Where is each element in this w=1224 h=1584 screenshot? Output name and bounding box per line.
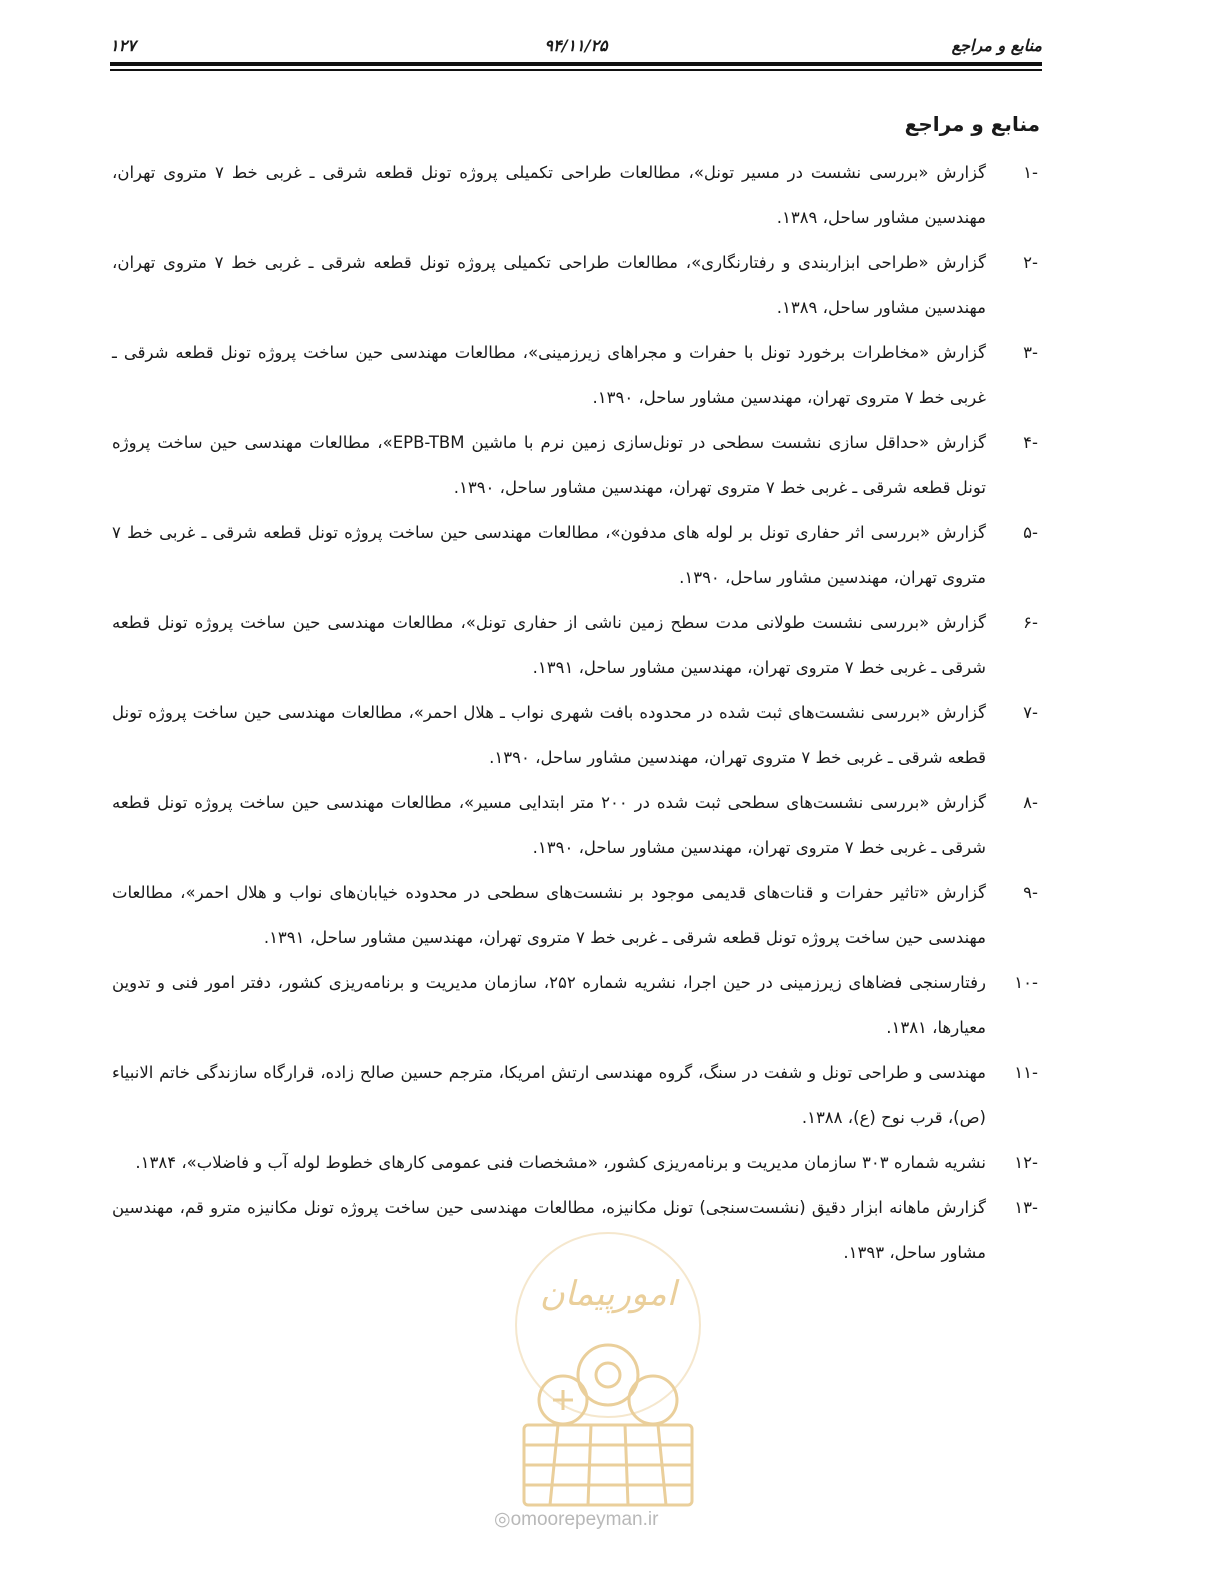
reference-item <box>110 1185 1042 1275</box>
reference-number: -۱ <box>1023 163 1038 182</box>
reference-text: گزارش «بررسی نشست‌های سطحی ثبت شده در ۲۰۰ متر ابتدایی مسیر»، مطالعات مهندسی حین ساخت پروژه تونل قطعه شرقی ـ غربی خط ۷ متروی تهران، مهندسین مشاور ساحل، ۱۳۹۰. <box>112 793 986 857</box>
reference-number: -۶ <box>1023 613 1038 632</box>
header-date: ۹۴/۱۱/۲۵ <box>544 36 608 55</box>
page-header <box>110 28 1042 62</box>
reference-text: مهندسی و طراحی تونل و شفت در سنگ، گروه مهندسی ارتش امریکا، مترجم حسین صالح زاده، قرارگاه سازندگی خاتم الانبیاء (ص)، قرب نوح (ع)، ۱۳۸۸. <box>112 1063 986 1127</box>
reference-item <box>110 780 1042 870</box>
reference-item <box>110 510 1042 600</box>
reference-text: گزارش «مخاطرات برخورد تونل با حفرات و مجراهای زیرزمینی»، مطالعات مهندسی حین ساخت پروژه تونل قطعه شرقی ـ غربی خط ۷ متروی تهران، مهندسین مشاور ساحل، ۱۳۹۰. <box>112 343 986 407</box>
reference-item <box>110 1140 1042 1185</box>
reference-number: -۵ <box>1023 523 1038 542</box>
reference-text: گزارش «بررسی نشست در مسیر تونل»، مطالعات طراحی تکمیلی پروژه تونل قطعه شرقی ـ غربی خط ۷ متروی تهران، مهندسین مشاور ساحل، ۱۳۸۹. <box>112 163 987 227</box>
header-section-name: منابع و مراجع <box>951 36 1042 55</box>
reference-list <box>110 150 1042 1275</box>
main-content <box>110 112 1042 1275</box>
reference-text: رفتارسنجی فضاهای زیرزمینی در حین اجرا، نشریه شماره ۲۵۲، سازمان مدیریت و برنامه‌ریزی کشور، دفتر امور فنی و تدوین معیارها، ۱۳۸۱. <box>112 973 987 1037</box>
reference-number: -۴ <box>1023 433 1038 452</box>
reference-text: گزارش «بررسی اثر حفاری تونل بر لوله های مدفون»، مطالعات مهندسی حین ساخت پروژه تونل قطعه شرقی ـ غربی خط ۷ متروی تهران، مهندسین مشاور ساحل، ۱۳۹۰. <box>112 523 986 587</box>
reference-number: -۳ <box>1023 343 1038 362</box>
reference-item <box>110 1050 1042 1140</box>
watermark-url-text: omoorepeyman.ir <box>510 1509 659 1530</box>
watermark-url: ◎omoorepeyman.ir <box>494 1509 659 1530</box>
reference-number: -۲ <box>1023 253 1038 272</box>
reference-item <box>110 960 1042 1050</box>
reference-number: -۱۱ <box>1014 1063 1038 1082</box>
reference-item <box>110 420 1042 510</box>
reference-text: گزارش «تاثیر حفرات و قنات‌های قدیمی موجود بر نشست‌های سطحی در محدوده خیابان‌های نواب و هلال احمر»، مطالعات مهندسی حین ساخت پروژه تونل قطعه شرقی ـ غربی خط ۷ متروی تهران، مهندسین مشاور ساحل، ۱۳۹۱. <box>112 883 986 947</box>
reference-item <box>110 240 1042 330</box>
watermark-brand-text: امورپیمان <box>539 1274 677 1314</box>
reference-item <box>110 150 1042 240</box>
reference-text: گزارش «حداقل سازی نشست سطحی در تونل‌سازی زمین نرم با ماشین EPB-TBM»، مطالعات مهندسی حین ساخت پروژه تونل قطعه شرقی ـ غربی خط ۷ متروی تهران، مهندسین مشاور ساحل، ۱۳۹۰. <box>112 433 986 497</box>
reference-text: گزارش ماهانه ابزار دقیق (نشست‌سنجی) تونل مکانیزه، مطالعات مهندسی حین ساخت پروژه تونل مکانیزه مترو قم، مهندسین مشاور ساحل، ۱۳۹۳. <box>112 1198 986 1262</box>
reference-number: -۹ <box>1023 883 1038 902</box>
reference-number: -۱۰ <box>1014 973 1038 992</box>
reference-text: گزارش «بررسی نشست طولانی مدت سطح زمین ناشی از حفاری تونل»، مطالعات مهندسی حین ساخت پروژه تونل قطعه شرقی ـ غربی خط ۷ متروی تهران، مهندسین مشاور ساحل، ۱۳۹۱. <box>112 613 986 677</box>
reference-item <box>110 870 1042 960</box>
section-title: منابع و مراجع <box>904 112 1040 136</box>
reference-number: -۱۲ <box>1014 1153 1038 1172</box>
reference-number: -۸ <box>1023 793 1038 812</box>
header-rule-thin <box>110 69 1042 71</box>
reference-number: -۷ <box>1023 703 1038 722</box>
reference-text: گزارش «طراحی ابزاربندی و رفتارنگاری»، مطالعات طراحی تکمیلی پروژه تونل قطعه شرقی ـ غربی خط ۷ متروی تهران، مهندسین مشاور ساحل، ۱۳۸۹. <box>112 253 987 317</box>
header-rule-thick <box>110 62 1042 66</box>
reference-text: گزارش «بررسی نشست‌های ثبت شده در محدوده بافت شهری نواب ـ هلال احمر»، مطالعات مهندسی حین ساخت پروژه تونل قطعه شرقی ـ غربی خط ۷ متروی تهران، مهندسین مشاور ساحل، ۱۳۹۰. <box>112 703 986 767</box>
reference-item <box>110 330 1042 420</box>
reference-number: -۱۳ <box>1014 1198 1038 1217</box>
reference-item <box>110 690 1042 780</box>
reference-text: نشریه شماره ۳۰۳ سازمان مدیریت و برنامه‌ریزی کشور، «مشخصات فنی عمومی کارهای خطوط لوله آب و فاضلاب»، ۱۳۸۴. <box>135 1153 986 1172</box>
reference-item <box>110 600 1042 690</box>
header-page-number: ۱۲۷ <box>110 36 136 55</box>
